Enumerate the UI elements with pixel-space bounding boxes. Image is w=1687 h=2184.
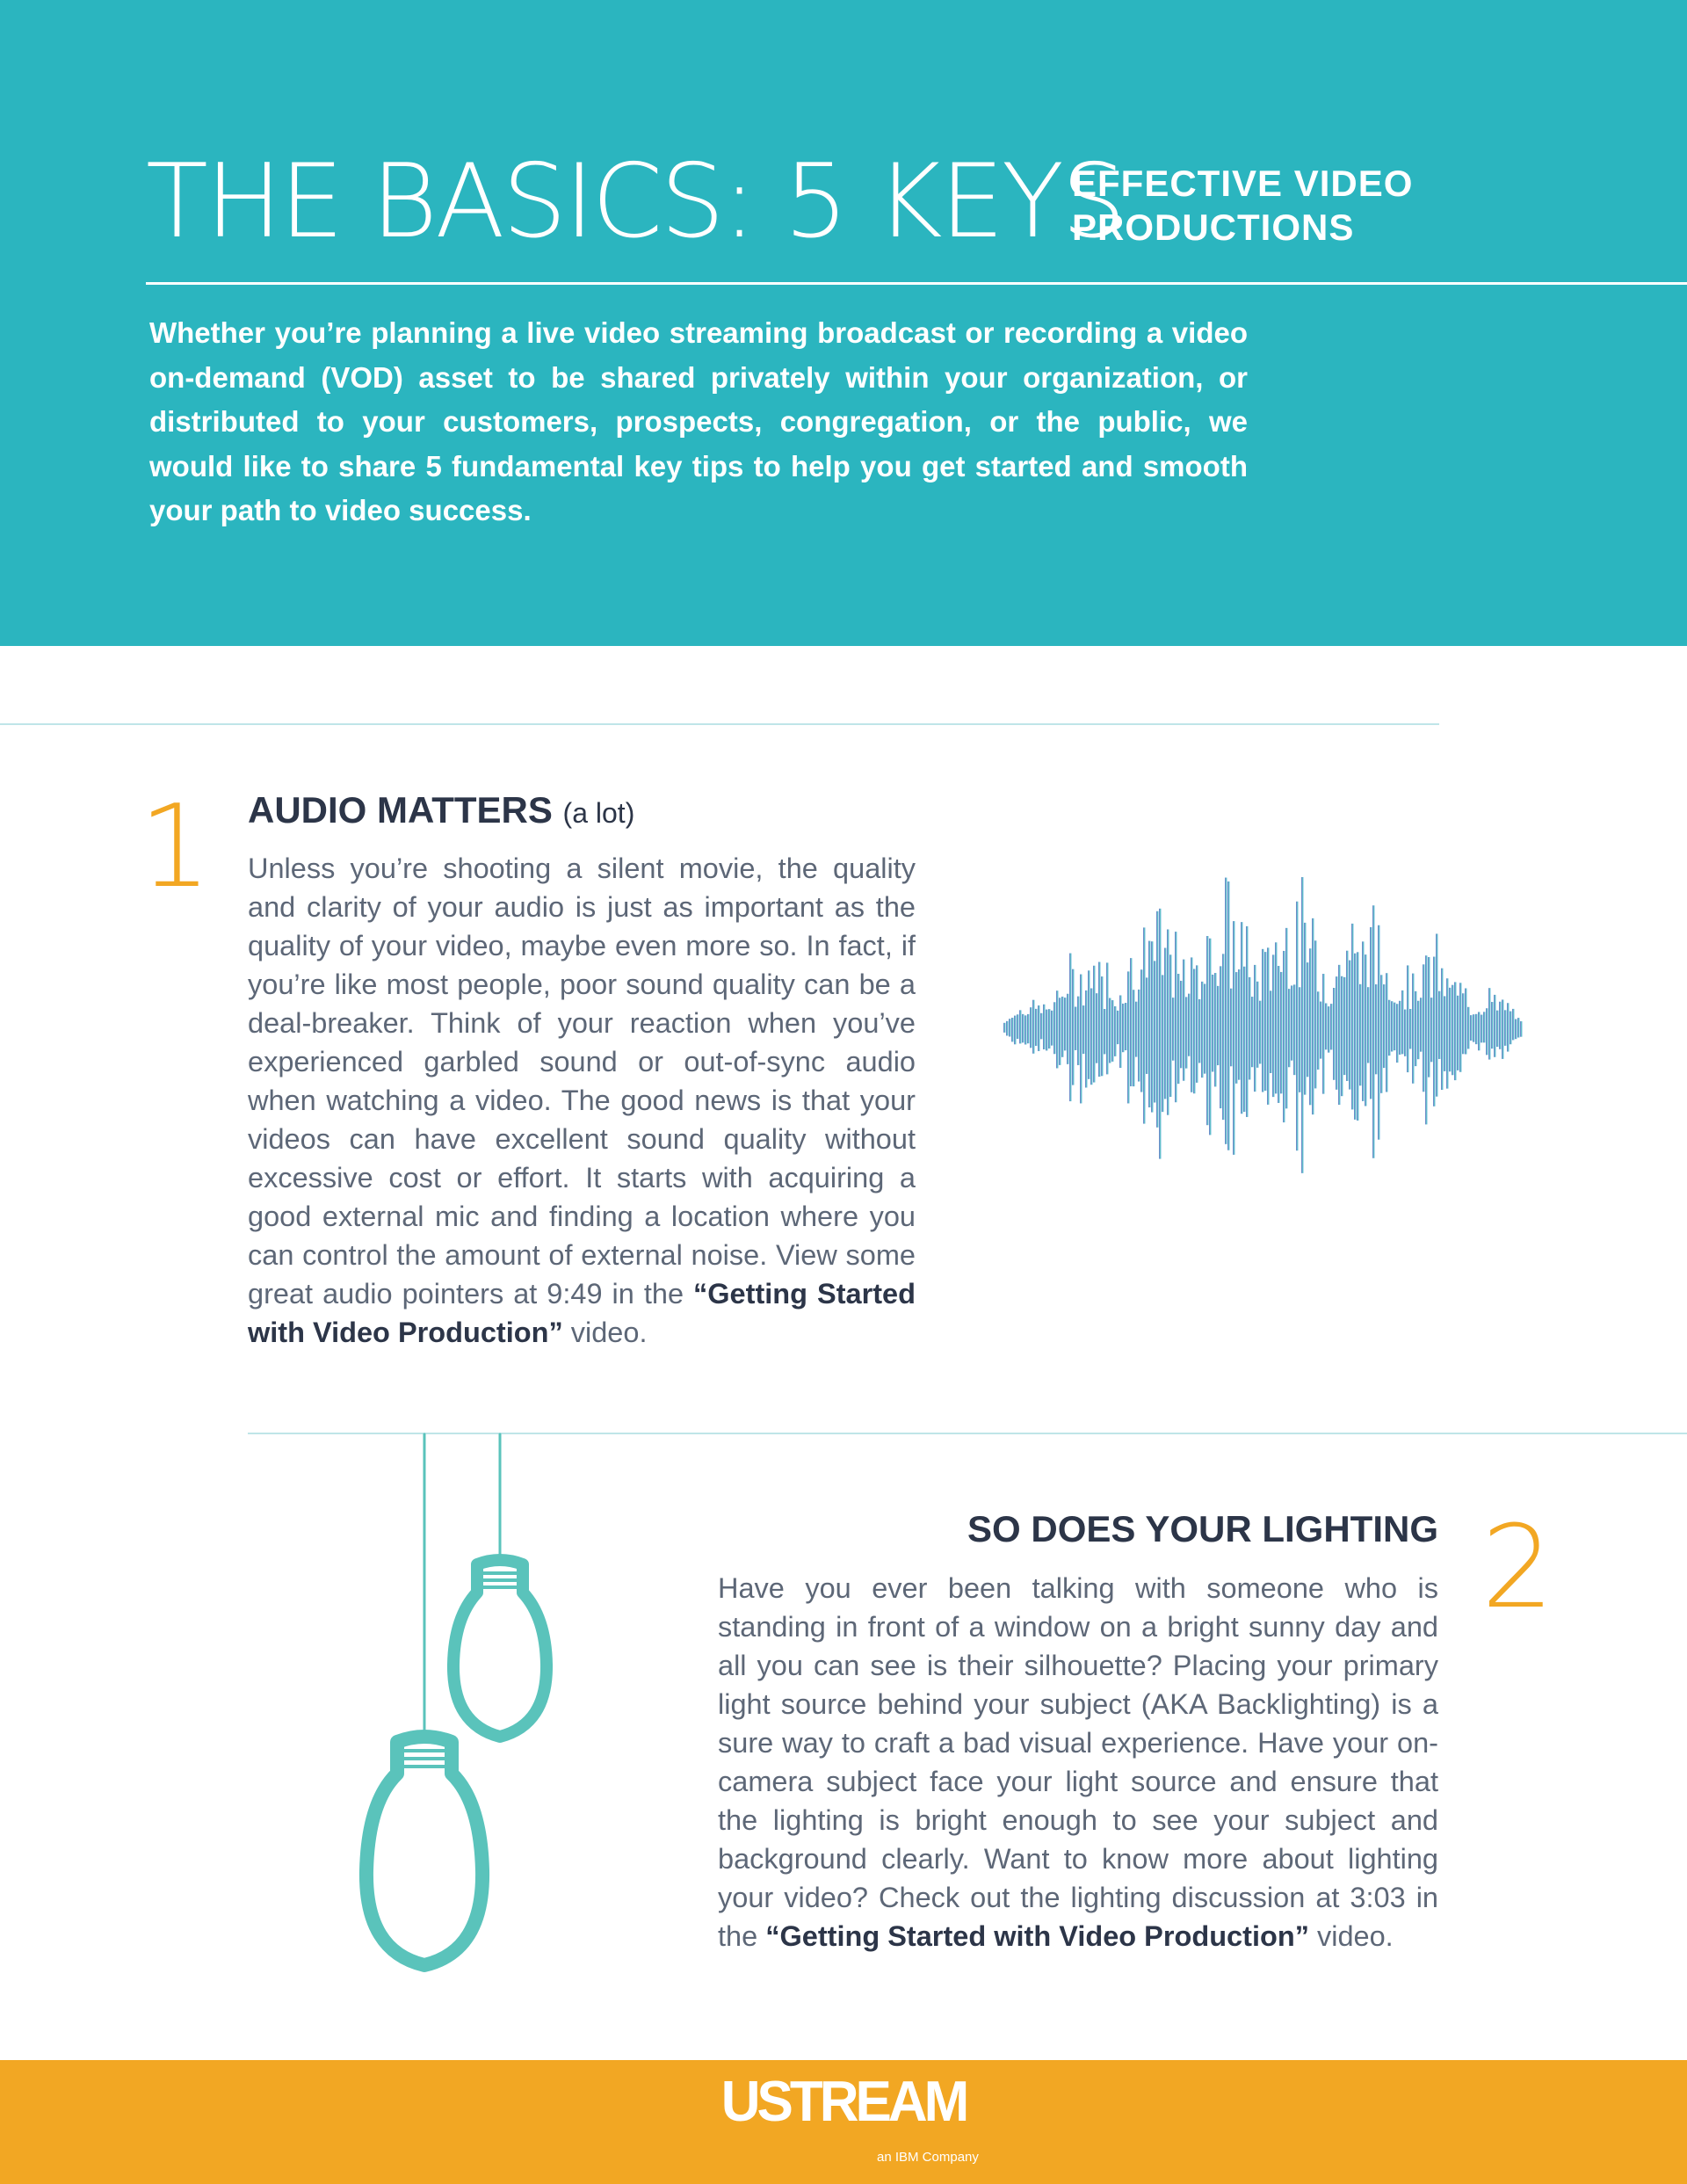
wave-bar (1343, 977, 1345, 1075)
wave-bar (1446, 978, 1448, 1088)
wave-bar (1399, 1001, 1401, 1055)
wave-bar (1365, 954, 1366, 1106)
wave-bar (1227, 882, 1229, 1150)
wave-bar (1396, 1004, 1398, 1063)
wave-bar (1425, 955, 1427, 1124)
wave-bar (1301, 877, 1303, 1173)
wave-bar (1272, 954, 1274, 1097)
wave-bar (1085, 990, 1087, 1088)
wave-bar (1401, 990, 1403, 1054)
wave-bar (1270, 990, 1271, 1073)
wave-bar (1154, 961, 1155, 1102)
wave-bar (1048, 1009, 1050, 1048)
logo-tagline: an IBM Company (877, 2150, 979, 2165)
wave-bar (1101, 976, 1103, 1076)
wave-bar (1475, 1014, 1477, 1044)
wave-bar (1082, 1005, 1084, 1054)
wave-bar (1051, 1011, 1053, 1046)
wave-bar (1288, 989, 1290, 1067)
wave-bar (1075, 1007, 1076, 1050)
wave-bar (1111, 1000, 1113, 1062)
wave-bar (1043, 1005, 1045, 1049)
header-divider (146, 282, 1687, 285)
wave-bar (1502, 999, 1503, 1058)
wave-bar (1188, 994, 1190, 1056)
wave-bar (1267, 947, 1269, 1105)
wave-bar (1077, 997, 1079, 1065)
wave-bar (1357, 952, 1358, 1121)
wave-bar (1488, 988, 1490, 1059)
subtitle-line-2: PRODUCTIONS (1072, 207, 1355, 248)
wave-bar (1378, 925, 1379, 1140)
wave-bar (1407, 965, 1408, 1072)
page-subtitle (1072, 162, 1441, 250)
wave-bar (1309, 948, 1311, 1105)
wave-bar (1428, 957, 1430, 1077)
wave-bar (1035, 1009, 1037, 1046)
subtitle-line-1: EFFECTIVE VIDEO (1072, 163, 1414, 204)
wave-bar (1370, 927, 1372, 1099)
wave-bar (1264, 952, 1266, 1091)
wave-bar (1196, 965, 1198, 1083)
wave-bar (1512, 1009, 1514, 1041)
wave-bar (1088, 970, 1090, 1079)
wave-bar (1341, 976, 1343, 1096)
wave-bar (1312, 918, 1314, 1114)
wave-bar (1328, 1006, 1329, 1053)
section-body (248, 849, 916, 1352)
section-number: 1 (139, 780, 212, 913)
wave-bar (1030, 1007, 1032, 1048)
wave-bar (1014, 1016, 1016, 1045)
wave-bar (1243, 967, 1245, 1112)
wave-bar (1436, 933, 1437, 1096)
section-title-text: AUDIO MATTERS (248, 789, 553, 831)
wave-bar (1233, 921, 1234, 1155)
wave-bar (1249, 977, 1250, 1080)
wave-bar (1151, 941, 1153, 1112)
intro-paragraph: Whether you’re planning a live video streaming broadcast or recording a video on-demand (VOD) asset to be shared privately within your organization, or distributed to your customers, prospects, congregation, or the public, we would like to share 5 fundamental key tips to help you get started and smooth your path to video success. (149, 316, 1248, 526)
wave-bar (1169, 954, 1171, 1097)
wave-bar (1159, 909, 1161, 1159)
wave-bar (1262, 949, 1263, 1092)
wave-bar (1009, 1019, 1010, 1036)
wave-bar (1191, 957, 1192, 1092)
wave-bar (1433, 957, 1435, 1107)
wave-bar (1296, 902, 1298, 1150)
wave-bar (1459, 983, 1461, 1071)
wave-bar (1317, 991, 1319, 1070)
wave-bar (1291, 985, 1292, 1060)
wave-bar (1217, 986, 1219, 1065)
wave-bar (1019, 1010, 1021, 1043)
wave-bar (1430, 998, 1432, 1062)
wave-bar (1256, 982, 1258, 1068)
wave-bar (1520, 1021, 1522, 1037)
wave-bar (1259, 1001, 1261, 1064)
wave-bar (1212, 975, 1213, 1072)
wave-bar (1180, 981, 1182, 1068)
wave-bar (1481, 1015, 1482, 1043)
wave-bar (1080, 975, 1082, 1104)
page-title: THE BASICS: 5 KEYS (146, 142, 1124, 261)
wave-bar (1452, 985, 1453, 1076)
wave-bar (1333, 988, 1335, 1080)
wave-bar (1117, 1011, 1119, 1044)
wave-bar (1067, 994, 1068, 1064)
wave-bar (1515, 1019, 1517, 1039)
wave-bar (1367, 987, 1369, 1063)
light-bulb-icon (351, 1434, 580, 1979)
section-divider (0, 723, 1439, 725)
wave-bar (1470, 1015, 1472, 1041)
wave-bar (1143, 927, 1145, 1123)
wave-bar (1175, 932, 1177, 1102)
section-body-text: Have you ever been talking with someone who is standing in front of a window on a bright sunny day and all you can see is their silhouette? Placing your primary light source behind your subject (AKA Backlighting) is a sure way to craft a bad visual experience. Have your on-camera subject face your light source and ensure that the lighting is bright enough to see your subject and background clearly. Want to know more about lighting your video? Check out the lighting discussion at 3:03 in the (718, 1572, 1438, 1952)
wave-bar (1011, 1018, 1013, 1041)
wave-bar (1391, 1001, 1393, 1051)
wave-bar (1394, 1003, 1395, 1050)
wave-bar (1354, 954, 1356, 1120)
wave-bar (1098, 962, 1100, 1077)
wave-bar (1246, 926, 1248, 1117)
wave-bar (1307, 962, 1308, 1077)
wave-bar (1206, 936, 1208, 1125)
sound-wave-icon (1003, 896, 1522, 1160)
wave-bar (1003, 1023, 1005, 1033)
wave-bar (1444, 996, 1445, 1070)
wave-bar (1254, 965, 1256, 1092)
wave-bar (1164, 948, 1166, 1099)
wave-bar (1114, 1006, 1116, 1056)
wave-bar (1053, 1002, 1055, 1054)
wave-bar (1140, 969, 1142, 1092)
wave-bar (1330, 1004, 1332, 1049)
wave-bar (1177, 974, 1179, 1084)
wave-bar (1457, 996, 1459, 1070)
wave-bar (1138, 990, 1140, 1082)
wave-bar (1127, 971, 1129, 1103)
wave-bar (1415, 991, 1416, 1066)
wave-bar (1156, 911, 1158, 1128)
wave-bar (1106, 962, 1108, 1074)
wave-bar (1022, 1014, 1024, 1042)
wave-bar (1441, 969, 1443, 1090)
wave-bar (1280, 972, 1282, 1093)
wave-bar (1362, 941, 1364, 1101)
wave-bar (1423, 964, 1424, 1092)
wave-bar (1146, 977, 1148, 1074)
wave-bar (1148, 941, 1150, 1107)
wave-bar (1351, 924, 1353, 1110)
wave-bar (1462, 993, 1464, 1054)
wave-bar (1238, 969, 1240, 1080)
wave-bar (1167, 929, 1169, 1114)
wave-bar (1496, 1011, 1498, 1047)
video-link[interactable]: “Getting Started with Video Production” (248, 1278, 916, 1348)
wave-bar (1135, 1002, 1137, 1057)
wave-bar (1510, 1012, 1511, 1045)
wave-bar (1038, 1005, 1039, 1051)
logo-wordmark: USTREAM (720, 2070, 967, 2134)
wave-bar (1285, 928, 1287, 1108)
section-body (718, 1569, 1438, 1955)
wave-bar (1454, 982, 1456, 1080)
wave-bar (1499, 1002, 1501, 1049)
wave-bar (1517, 1018, 1519, 1037)
wave-bar (1214, 973, 1216, 1086)
wave-bar (1183, 960, 1184, 1081)
wave-bar (1359, 984, 1361, 1085)
wave-bar (1072, 969, 1074, 1085)
wave-bar (1346, 951, 1348, 1081)
wave-bar (1409, 1009, 1411, 1048)
wave-bar (1198, 999, 1200, 1063)
video-link[interactable]: “Getting Started with Video Production” (765, 1920, 1309, 1952)
wave-bar (1491, 1002, 1493, 1048)
wave-bar (1336, 976, 1337, 1090)
wave-bar (1241, 922, 1242, 1114)
section-title-aside: (a lot) (562, 797, 635, 829)
wave-bar (1061, 997, 1063, 1057)
section-body-tail: video. (1308, 1920, 1394, 1952)
wave-bar (1109, 998, 1111, 1063)
wave-bar (1478, 1012, 1480, 1050)
wave-bar (1130, 958, 1132, 1086)
wave-bar (1220, 966, 1221, 1108)
wave-bar (1064, 998, 1066, 1050)
wave-bar (1473, 1014, 1474, 1041)
wave-bar (1185, 997, 1187, 1068)
wave-bar (1104, 1009, 1105, 1054)
wave-bar (1420, 998, 1422, 1051)
wave-bar (1046, 1010, 1047, 1051)
wave-bar (1069, 954, 1071, 1101)
wave-bar (1201, 982, 1203, 1077)
wave-bar (1056, 990, 1058, 1068)
wave-bar (1386, 973, 1387, 1092)
wave-bar (1119, 995, 1121, 1068)
wave-bar (1133, 990, 1134, 1086)
wave-bar (1040, 1013, 1042, 1040)
wave-bar (1338, 965, 1340, 1105)
wave-bar (1193, 969, 1195, 1093)
wave-bar (1209, 939, 1211, 1136)
wave-bar (1059, 998, 1061, 1065)
wave-bar (1375, 984, 1377, 1074)
wave-bar (1122, 1004, 1124, 1052)
wave-bar (1283, 951, 1285, 1122)
wave-bar (1027, 1014, 1029, 1043)
wave-bar (1093, 966, 1095, 1083)
section-title: SO DOES YOUR LIGHTING (967, 1508, 1438, 1549)
wave-bar (1349, 961, 1350, 1090)
wave-bar (1251, 997, 1253, 1067)
wave-bar (1006, 1021, 1008, 1036)
wave-bar (1372, 905, 1374, 1158)
wave-bar (1032, 1000, 1034, 1054)
wave-bar (1225, 878, 1227, 1144)
wave-bar (1504, 1010, 1506, 1046)
wave-bar (1417, 1001, 1419, 1059)
wave-bar (1314, 940, 1316, 1088)
wave-bar (1293, 984, 1295, 1075)
wave-bar (1325, 1004, 1327, 1050)
ustream-logo (0, 2070, 1687, 2134)
wave-bar (1449, 988, 1451, 1071)
section-title (248, 788, 634, 835)
wave-bar (1230, 989, 1232, 1067)
wave-bar (1299, 987, 1300, 1092)
wave-bar (1483, 1012, 1485, 1042)
wave-bar (1278, 966, 1279, 1103)
wave-bar (1412, 974, 1414, 1084)
wave-bar (1320, 1002, 1321, 1059)
wave-bar (1465, 988, 1466, 1054)
wave-bar (1304, 923, 1306, 1095)
wave-bar (1322, 974, 1324, 1094)
wave-bar (1404, 1010, 1406, 1056)
wave-bar (1125, 1003, 1126, 1050)
wave-bar (1162, 975, 1163, 1112)
wave-bar (1090, 988, 1092, 1085)
section-body-tail: video. (562, 1317, 648, 1348)
wave-bar (1388, 1000, 1390, 1056)
wave-bar (1172, 998, 1174, 1061)
wave-bar (1467, 1007, 1469, 1049)
wave-bar (1380, 975, 1382, 1092)
wave-bar (1017, 1014, 1018, 1039)
wave-bar (1383, 984, 1385, 1068)
wave-bar (1507, 1003, 1509, 1051)
wave-bar (1438, 991, 1440, 1059)
wave-bar (1025, 1015, 1026, 1044)
section-number: 2 (1481, 1500, 1554, 1634)
wave-bar (1494, 995, 1495, 1057)
wave-bar (1486, 1008, 1488, 1055)
wave-bar (1235, 972, 1237, 1084)
wave-bar (1222, 954, 1224, 1120)
section-body-text: Unless you’re shooting a silent movie, the quality and clarity of your audio is just as important as the quality of your video, maybe even more so. In fact, if you’re like most people, poor sound quality can be a deal-breaker. Think of your reaction when you’ve experienced garbled sound or out-of-sync audio when watching a video. The good news is that your videos can have excellent sound quality without excessive cost or effort. It starts with acquiring a good external mic and finding a location where you can control the amount of external noise. View some great audio pointers at 9:49 in the (248, 853, 916, 1310)
wave-bar (1275, 942, 1277, 1093)
wave-bar (1204, 983, 1206, 1073)
wave-bar (1096, 993, 1097, 1063)
